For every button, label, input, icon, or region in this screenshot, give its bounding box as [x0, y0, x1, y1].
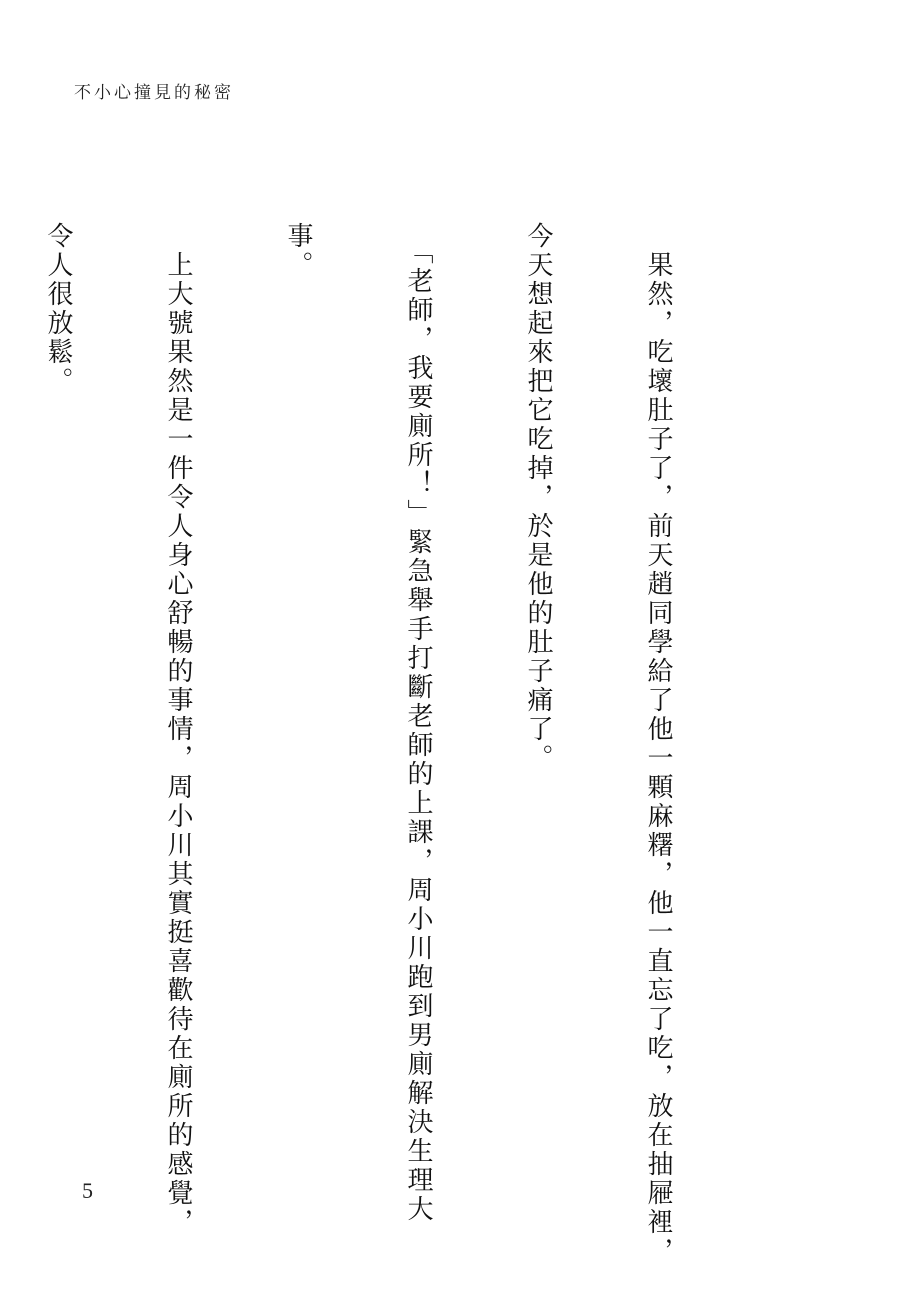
- text-line: 「老師，我要廁所！」緊急舉手打斷老師的上課，周小川跑到男廁解決生理大: [403, 222, 433, 1224]
- page-number: 5: [82, 1178, 93, 1203]
- text-line: 令人很放鬆。: [43, 222, 73, 396]
- text-line: 事。: [283, 222, 313, 280]
- vertical-body-text: [0, 222, 758, 1266]
- text-line: 今天想起來把它吃掉，於是他的肚子痛了。: [523, 222, 553, 773]
- running-header: 不小心撞見的秘密: [74, 83, 234, 103]
- text-line: 果然，吃壞肚子了，前天趙同學給了他一顆麻糬，他一直忘了吃，放在抽屜裡，: [643, 222, 673, 1266]
- text-line: 上大號果然是一件令人身心舒暢的事情，周小川其實挺喜歡待在廁所的感覺，: [163, 222, 193, 1237]
